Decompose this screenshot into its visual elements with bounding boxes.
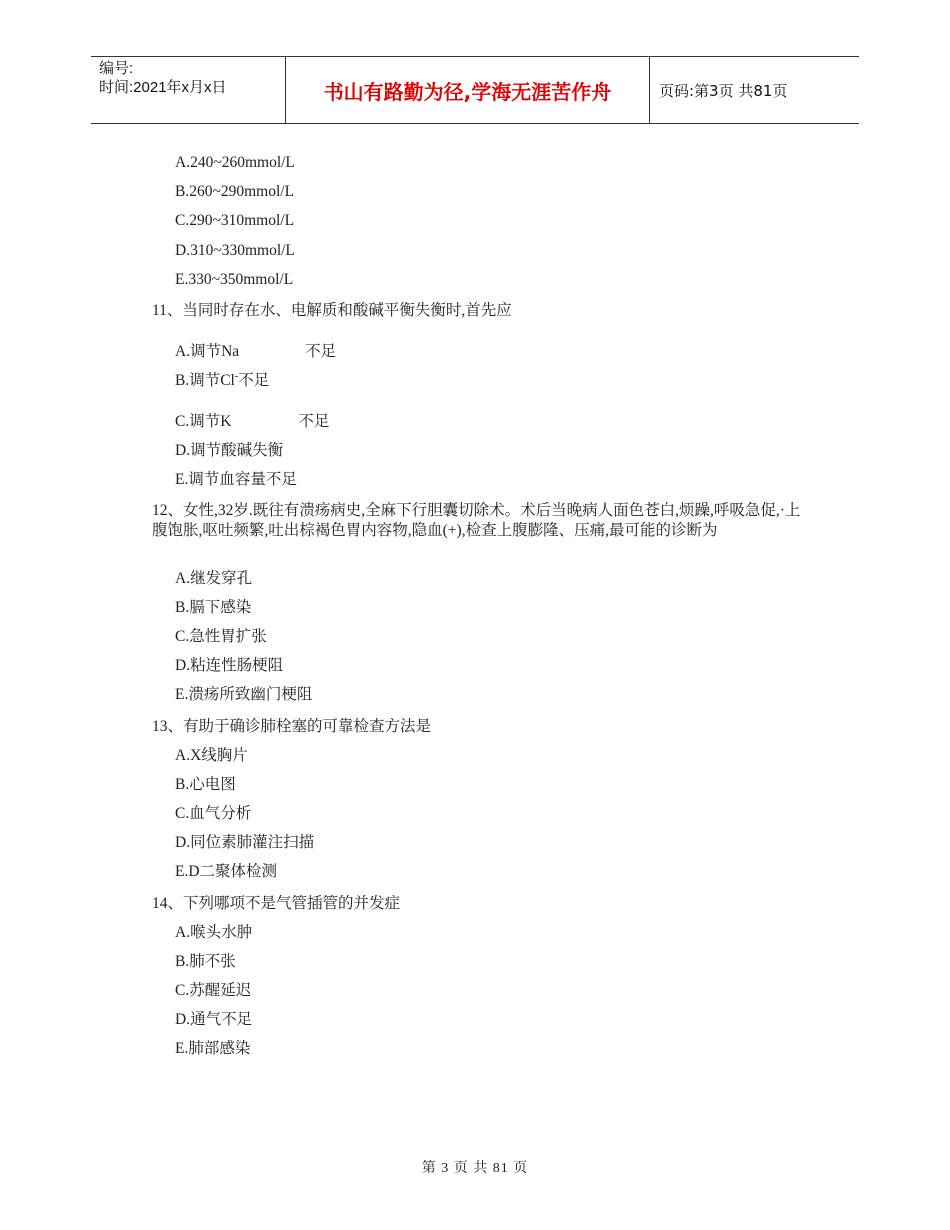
- q10-option-a: A.240~260mmol/L: [175, 154, 295, 171]
- q11-option-c-suffix: 不足: [298, 413, 330, 430]
- superscript-minus: -: [234, 371, 239, 382]
- q13-option-a: A.X线胸片: [175, 747, 248, 764]
- q13-option-d: D.同位素肺灌注扫描: [175, 834, 315, 851]
- q14-option-a: A.喉头水肿: [175, 924, 253, 941]
- q11-option-a: [175, 342, 336, 361]
- time-label: 时间:2021年x月x日: [99, 79, 227, 96]
- q14-option-e: E.肺部感染: [175, 1040, 251, 1057]
- q14-option-d: D.通气不足: [175, 1011, 253, 1028]
- q11-option-e: E.调节血容量不足: [175, 471, 297, 488]
- q13-option-c: C.血气分析: [175, 805, 252, 822]
- q11-option-b-text: B.调节Cl: [175, 372, 235, 389]
- q12-option-c: C.急性胃扩张: [175, 628, 267, 645]
- q11-option-a-suffix: 不足: [305, 343, 337, 360]
- q14-stem: 14、下列哪项不是气管插管的并发症: [152, 895, 401, 912]
- header-motto: 书山有路勤为径,学海无涯苦作舟: [286, 57, 650, 123]
- q12-stem: 12、女性,32岁.既往有溃疡病史,全麻下行胆囊切除术。术后当晚病人面色苍白,烦躁,呼吸急促,·上腹饱胀,呕吐频繁,吐出棕褐色胃内容物,隐血(+),检查上腹膨隆、压痛,最可能的诊断为: [152, 502, 801, 539]
- q10-option-e: E.330~350mmol/L: [175, 271, 294, 288]
- header-page-info: 页码:第3页 共81页: [659, 81, 788, 100]
- q10-option-d: D.310~330mmol/L: [175, 242, 295, 259]
- q12-option-d: D.粘连性肠梗阻: [175, 657, 284, 674]
- code-label: 编号:: [99, 60, 134, 77]
- page-header: [91, 56, 859, 124]
- q10-option-b: B.260~290mmol/L: [175, 183, 295, 200]
- q10-option-c: C.290~310mmol/L: [175, 212, 295, 229]
- q11-option-a-text: A.调节Na: [175, 343, 240, 360]
- q11-option-c: [175, 412, 329, 431]
- q11-stem: 11、当同时存在水、电解质和酸碱平衡失衡时,首先应: [152, 302, 512, 319]
- q14-option-b: B.肺不张: [175, 953, 236, 970]
- q11-option-c-text: C.调节K: [175, 413, 232, 430]
- q13-stem: 13、有助于确诊肺栓塞的可靠检查方法是: [152, 718, 432, 735]
- page-footer: 第 3 页 共 81 页: [421, 1161, 529, 1176]
- q14-option-c: C.苏醒延迟: [175, 982, 252, 999]
- q11-option-b: [175, 371, 269, 390]
- q11-option-d: D.调节酸碱失衡: [175, 442, 284, 459]
- q12-option-a: A.继发穿孔: [175, 570, 253, 587]
- q13-option-e: E.D二聚体检测: [175, 863, 278, 880]
- q11-option-b-suffix: 不足: [238, 372, 270, 389]
- q13-option-b: B.心电图: [175, 776, 236, 793]
- q12-option-b: B.膈下感染: [175, 599, 252, 616]
- header-meta: [91, 57, 286, 123]
- q12-option-e: E.溃疡所致幽门梗阻: [175, 686, 313, 703]
